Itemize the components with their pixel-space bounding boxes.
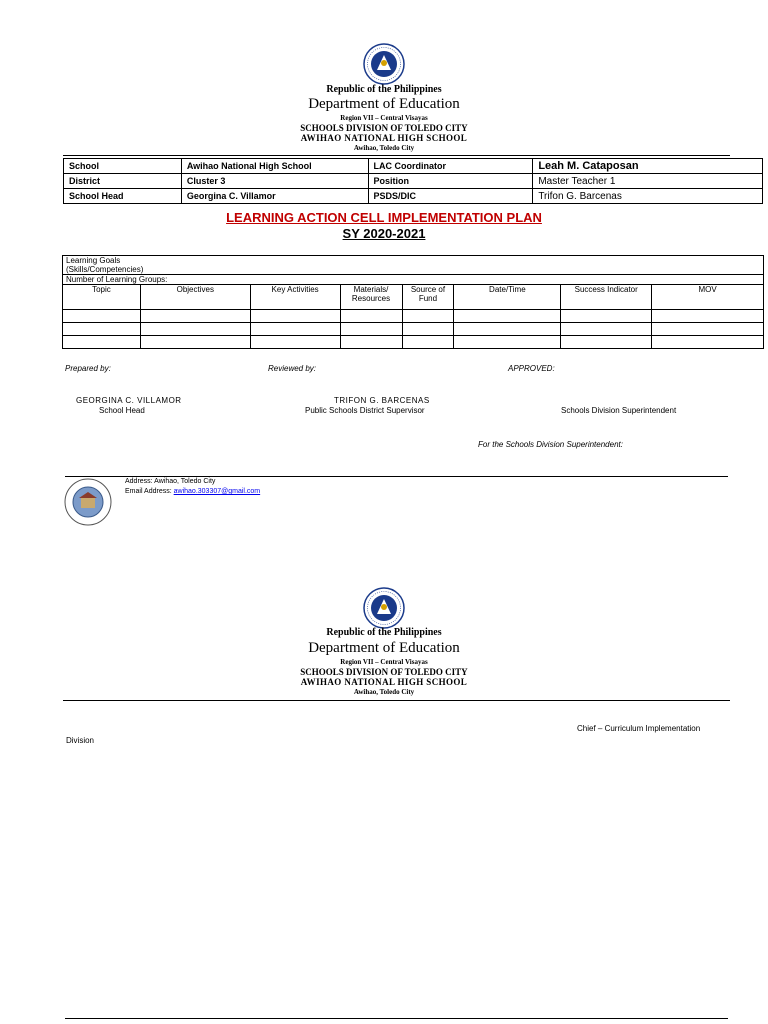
location-line: Awihao, Toledo City	[353, 144, 415, 152]
region-line: Region VII – Central Visayas	[340, 114, 428, 122]
learning-goals-cell	[63, 256, 764, 275]
department-line: Department of Education	[308, 96, 460, 112]
table-header-row	[63, 285, 764, 310]
column-header: Key Activities	[250, 285, 340, 310]
info-value: Trifon G. Barcenas	[533, 189, 763, 204]
reviewed-by-label: Reviewed by:	[268, 364, 317, 373]
info-label: PSDS/DIC	[368, 189, 533, 204]
table-row	[64, 159, 763, 174]
column-header: Source of Fund	[402, 285, 454, 310]
skills-label: (Skills/Competencies)	[66, 265, 144, 274]
info-label: School Head	[64, 189, 182, 204]
school-line: AWIHAO NATIONAL HIGH SCHOOL	[300, 677, 468, 687]
column-header: Success Indicator	[561, 285, 652, 310]
info-label: District	[64, 174, 182, 189]
school-info-table	[63, 158, 763, 204]
column-header: MOV	[652, 285, 764, 310]
signatory-role-3: Schools Division Superintendent	[561, 406, 677, 415]
table-row	[64, 189, 763, 204]
approved-label: APPROVED:	[508, 364, 555, 373]
division-line: SCHOOLS DIVISION OF TOLEDO CITY	[300, 123, 468, 133]
info-label: Position	[368, 174, 533, 189]
footer-email-line	[125, 488, 260, 495]
info-value: Awihao National High School	[181, 159, 368, 174]
location-line: Awihao, Toledo City	[353, 688, 415, 696]
plan-title: LEARNING ACTION CELL IMPLEMENTATION PLAN	[226, 210, 542, 225]
column-header: Topic	[63, 285, 141, 310]
header-rule	[63, 155, 730, 156]
info-value: Cluster 3	[181, 174, 368, 189]
info-value: Leah M. Cataposan	[533, 159, 763, 174]
info-label: School	[64, 159, 182, 174]
column-header: Date/Time	[454, 285, 561, 310]
footer-email-label: Email Address:	[125, 488, 174, 495]
school-year: SY 2020-2021	[342, 226, 426, 241]
header-rule	[63, 700, 730, 701]
signatory-role-1: School Head	[99, 406, 145, 415]
chief-label: Chief – Curriculum Implementation	[577, 724, 701, 733]
plan-table	[62, 255, 764, 349]
table-row	[63, 336, 764, 349]
deped-seal	[363, 43, 405, 85]
learning-groups-label: Number of Learning Groups:	[63, 275, 764, 285]
footer-rule	[65, 476, 728, 477]
column-header: Materials/ Resources	[340, 285, 402, 310]
school-logo	[64, 478, 112, 526]
division-label: Division	[66, 736, 95, 745]
footer-rule-page2	[65, 1018, 728, 1019]
footer-address: Address: Awihao, Toledo City	[125, 478, 216, 485]
for-sds-label: For the Schools Division Superintendent:	[478, 440, 623, 449]
table-row	[63, 256, 764, 275]
signatory-name-1: GEORGINA C. VILLAMOR	[76, 396, 182, 405]
email-link[interactable]: awihao.303307@gmail.com	[173, 488, 261, 495]
table-row	[63, 323, 764, 336]
department-line: Department of Education	[308, 640, 460, 656]
table-row	[63, 310, 764, 323]
learning-goals-label: Learning Goals	[66, 256, 121, 265]
info-label: LAC Coordinator	[368, 159, 533, 174]
info-value: Georgina C. Villamor	[181, 189, 368, 204]
deped-seal-page2	[363, 587, 405, 629]
signatory-name-2: TRIFON G. BARCENAS	[334, 396, 430, 405]
info-value: Master Teacher 1	[533, 174, 763, 189]
table-row	[63, 275, 764, 285]
region-line: Region VII – Central Visayas	[340, 658, 428, 666]
prepared-by-label: Prepared by:	[65, 364, 111, 373]
republic-line: Republic of the Philippines	[326, 627, 442, 638]
column-header: Objectives	[140, 285, 250, 310]
signatory-role-2: Public Schools District Supervisor	[305, 406, 425, 415]
school-line: AWIHAO NATIONAL HIGH SCHOOL	[300, 133, 468, 143]
republic-line: Republic of the Philippines	[326, 84, 442, 95]
table-row	[64, 174, 763, 189]
division-line: SCHOOLS DIVISION OF TOLEDO CITY	[300, 667, 468, 677]
